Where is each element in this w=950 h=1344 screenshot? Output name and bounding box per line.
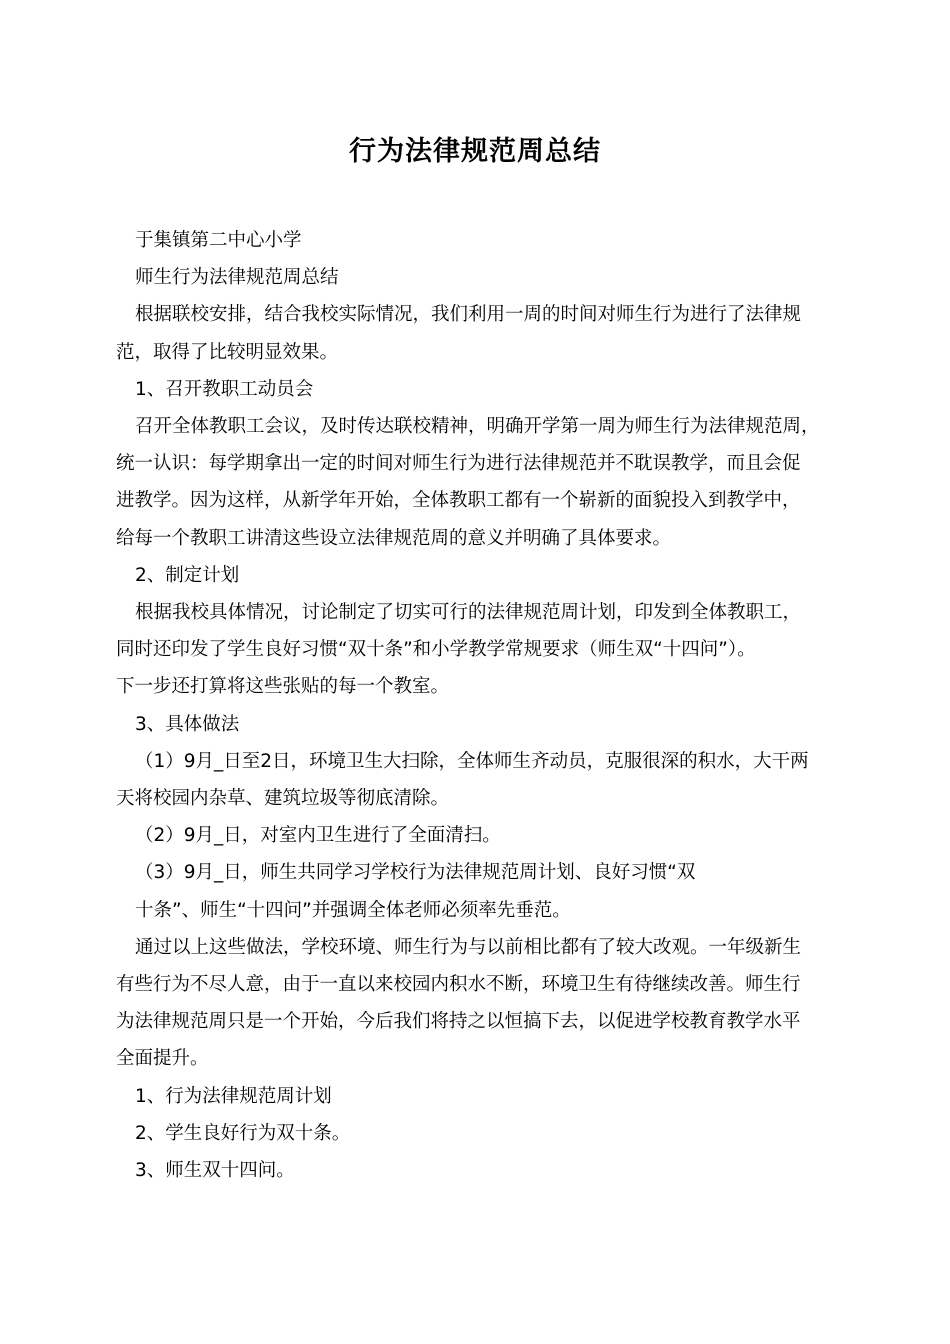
text-line: 3、具体做法: [135, 713, 240, 735]
document-title: 行为法律规范周总结: [349, 136, 601, 167]
text-line: 于集镇第二中心小学: [135, 230, 302, 251]
text-line: 根据我校具体情况，讨论制定了切实可行的法律规范周计划，印发到全体教职工，: [135, 602, 802, 624]
text-line: 根据联校安排，结合我校实际情况，我们利用一周的时间对师生行为进行了法律规: [135, 304, 802, 326]
text-line: 全面提升。: [116, 1048, 209, 1070]
text-line: 为法律规范周只是一个开始，今后我们将持之以恒搞下去，以促进学校教育教学水平: [116, 1011, 801, 1033]
text-line: 范，取得了比较明显效果。: [116, 341, 339, 363]
text-line: 1、行为法律规范周计划: [135, 1085, 332, 1107]
text-line: 统一认识：每学期拿出一定的时间对师生行为进行法律规范并不耽误教学，而且会促: [116, 453, 801, 475]
text-line: 2、学生良好行为双十条。: [135, 1122, 351, 1144]
text-line: （1）9月_日至2日，环境卫生大扫除，全体师生齐动员，克服很深的积水，大干两: [135, 750, 809, 772]
text-line: 同时还印发了学生良好习惯“双十条”和小学教学常规要求（师生双“十四问”）。: [116, 639, 756, 661]
document-body: [116, 222, 846, 1189]
text-line: 给每一个教职工讲清这些设立法律规范周的意义并明确了具体要求。: [116, 527, 672, 549]
text-line: 师生行为法律规范周总结: [135, 267, 339, 289]
text-line: 十条”、师生“十四问”并强调全体老师必须率先垂范。: [135, 899, 571, 921]
text-line: 3、师生双十四问。: [135, 1160, 295, 1182]
text-line: 通过以上这些做法，学校环境、师生行为与以前相比都有了较大改观。一年级新生: [135, 936, 802, 958]
text-line: 召开全体教职工会议，及时传达联校精神，明确开学第一周为师生行为法律规范周，: [135, 416, 820, 438]
text-line: 进教学。因为这样，从新学年开始，全体教职工都有一个崭新的面貌投入到教学中，: [116, 490, 801, 512]
text-line: 2、制定计划: [135, 564, 240, 586]
text-line: 下一步还打算将这些张贴的每一个教室。: [116, 676, 450, 698]
text-line: 1、召开教职工动员会: [135, 378, 314, 400]
text-line: （2）9月_日，对室内卫生进行了全面清扫。: [135, 825, 501, 847]
text-line: 天将校园内杂草、建筑垃圾等彻底清除。: [116, 788, 450, 810]
text-line: 有些行为不尽人意，由于一直以来校园内积水不断，环境卫生有待继续改善。师生行: [116, 974, 801, 996]
text-line: （3）9月_日，师生共同学习学校行为法律规范周计划、良好习惯“双: [135, 862, 696, 884]
